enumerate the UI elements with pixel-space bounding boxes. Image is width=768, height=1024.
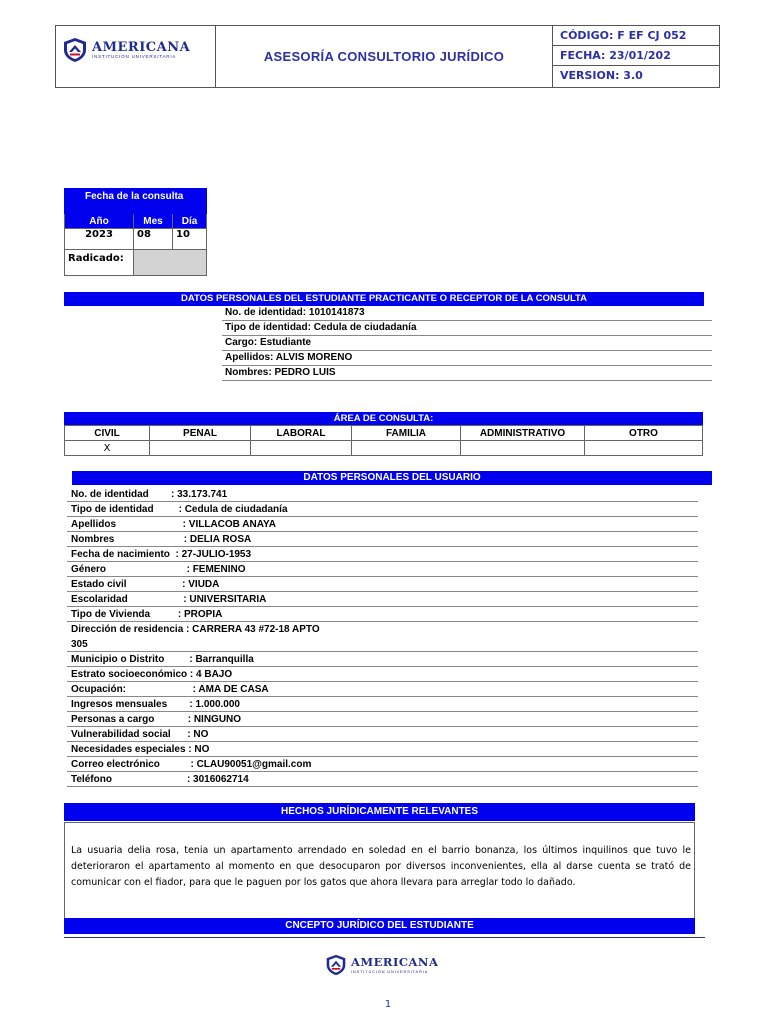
version-label: VERSION: 3.0 (560, 69, 643, 82)
hechos-text: La usuaria delia rosa, tenia un apartamento arrendado en soledad en el barrio bonanza, los últimos inquilinos que tuvo le deterioraron el apartamento al momento en que desocuparon por diversos inconvenientes, ella al darse cuenta se trató de comunicar con el fiador, para que le paguen por los gatos que ahora llevara para arreglar todo lo dañado. (71, 845, 691, 888)
header-logo-cell (56, 26, 216, 87)
estudiante-row: Cargo: Estudiante (222, 336, 712, 351)
estudiante-row: Tipo de identidad: Cedula de ciudadanía (222, 321, 712, 336)
area-col-administrativo: ADMINISTRATIVO (461, 426, 585, 441)
usuario-row: Estado civil : VIUDA (67, 577, 698, 592)
footer-logo-tagline: INSTITUCIÓN UNIVERSITARIA (351, 968, 429, 974)
footer-logo-name: AMERICANA (351, 954, 439, 969)
estudiante-row: No. de identidad: 1010141873 (222, 306, 712, 321)
usuario-row: Apellidos : VILLACOB ANAYA (67, 517, 698, 532)
area-mark-administrativo (461, 441, 585, 456)
area-col-laboral: LABORAL (251, 426, 352, 441)
footer-logo (325, 954, 438, 976)
area-section-title: ÁREA DE CONSULTA: (64, 412, 703, 425)
area-col-familia: FAMILIA (352, 426, 461, 441)
usuario-row: Género : FEMENINO (67, 562, 698, 577)
usuario-row: Escolaridad : UNIVERSITARIA (67, 592, 698, 607)
mes-value: 08 (134, 229, 173, 250)
area-mark-otro (585, 441, 703, 456)
usuario-row: No. de identidad : 33.173.741 (67, 487, 698, 502)
usuario-row: Necesidades especiales : NO (67, 742, 698, 757)
logo-tagline: INSTITUCIÓN UNIVERSITARIA (92, 53, 177, 59)
estudiante-section-title: DATOS PERSONALES DEL ESTUDIANTE PRACTICANTE O RECEPTOR DE LA CONSULTA (64, 292, 704, 306)
hechos-box (64, 822, 695, 919)
mes-header: Mes (134, 214, 173, 229)
usuario-row: Estrato socioeconómico : 4 BAJO (67, 667, 698, 682)
concepto-section-title: CNCEPTO JURÍDICO DEL ESTUDIANTE (64, 918, 695, 934)
radicado-label: Radicado: (65, 250, 134, 276)
shield-icon (325, 954, 347, 976)
area-col-penal: PENAL (150, 426, 251, 441)
logo-name: AMERICANA (92, 39, 191, 55)
radicado-value (134, 250, 207, 276)
hechos-section-title: HECHOS JURÍDICAMENTE RELEVANTES (64, 803, 695, 821)
area-mark-penal (150, 441, 251, 456)
americana-logo (62, 37, 190, 63)
fecha-label: FECHA: 23/01/202 (553, 46, 719, 66)
footer-divider (64, 937, 705, 938)
page-number: 1 (384, 999, 392, 1010)
area-col-otro: OTRO (585, 426, 703, 441)
anio-value: 2023 (65, 229, 134, 250)
dia-value: 10 (173, 229, 207, 250)
usuario-row: Correo electrónico : CLAU90051@gmail.com (67, 757, 698, 772)
usuario-row: 305 (67, 637, 698, 652)
usuario-row: Tipo de Vivienda : PROPIA (67, 607, 698, 622)
codigo-label: CÓDIGO: F EF CJ 052 (553, 26, 719, 46)
estudiante-rows (222, 306, 712, 381)
area-mark-familia (352, 441, 461, 456)
usuario-row: Ocupación: : AMA DE CASA (67, 682, 698, 697)
usuario-row: Nombres : DELIA ROSA (67, 532, 698, 547)
document-header (55, 25, 720, 88)
consulta-date-title: Fecha de la consulta (65, 189, 207, 214)
usuario-row: Teléfono : 3016062714 (67, 772, 698, 787)
estudiante-row: Nombres: PEDRO LUIS (222, 366, 712, 381)
anio-header: Año (65, 214, 134, 229)
consulta-date-table (64, 188, 207, 276)
area-table (64, 425, 703, 456)
estudiante-row: Apellidos: ALVIS MORENO (222, 351, 712, 366)
area-mark-civil: X (65, 441, 150, 456)
shield-icon (62, 37, 88, 63)
area-col-civil: CIVIL (65, 426, 150, 441)
dia-header: Día (173, 214, 207, 229)
usuario-row: Ingresos mensuales : 1.000.000 (67, 697, 698, 712)
usuario-section-title: DATOS PERSONALES DEL USUARIO (72, 471, 712, 485)
usuario-row: Vulnerabilidad social : NO (67, 727, 698, 742)
area-mark-laboral (251, 441, 352, 456)
usuario-row: Municipio o Distrito : Barranquilla (67, 652, 698, 667)
usuario-row: Fecha de nacimiento : 27-JULIO-1953 (67, 547, 698, 562)
usuario-row: Personas a cargo : NINGUNO (67, 712, 698, 727)
usuario-row: Dirección de residencia : CARRERA 43 #72-18 APTO (71, 624, 320, 635)
usuario-row: Tipo de identidad : Cedula de ciudadanía (67, 502, 698, 517)
document-title: ASESORÍA CONSULTORIO JURÍDICO (216, 26, 553, 87)
